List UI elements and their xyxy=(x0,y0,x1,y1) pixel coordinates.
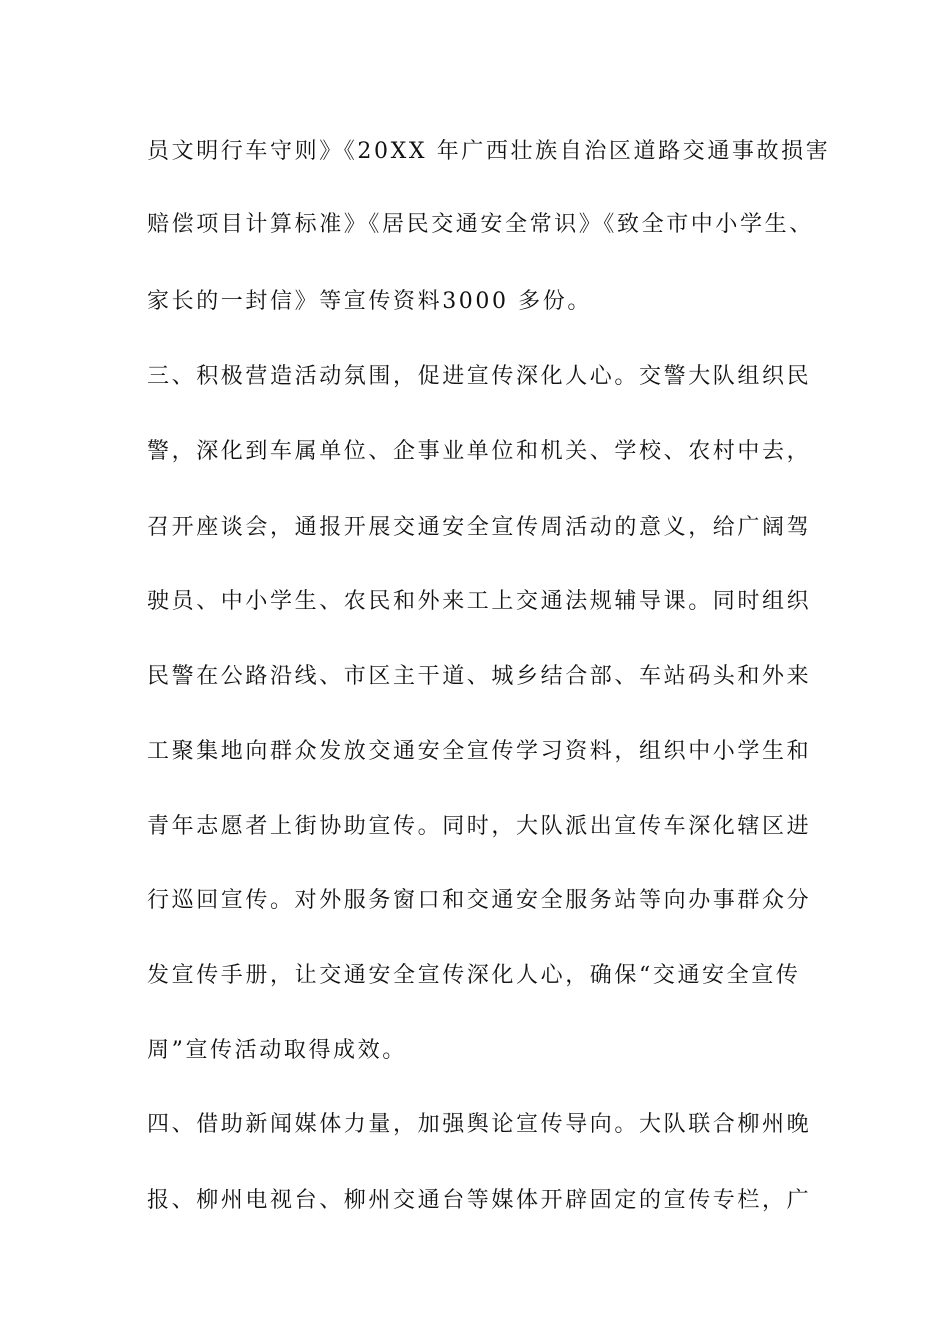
text-line: 行巡回宣传。对外服务窗口和交通安全服务站等向办事群众分 xyxy=(147,888,812,913)
text-line: 民警在公路沿线、市区主干道、城乡结合部、车站码头和外来 xyxy=(147,664,812,689)
text-line: 赔偿项目计算标准》《居民交通安全常识》《致全市中小学生、 xyxy=(147,212,814,237)
text-line: 报、柳州电视台、柳州交通台等媒体开辟固定的宣传专栏，广 xyxy=(147,1188,812,1213)
text-line: 青年志愿者上街协助宣传。同时，大队派出宣传车深化辖区进 xyxy=(147,814,812,839)
text-line: 家长的一封信》等宣传资料3000 多份。 xyxy=(147,289,592,314)
text-line: 周”宣传活动取得成效。 xyxy=(147,1038,407,1063)
text-line: 警，深化到车属单位、企事业单位和机关、学校、农村中去， xyxy=(147,439,812,464)
text-line: 召开座谈会，通报开展交通安全宣传周活动的意义，给广阔驾 xyxy=(147,515,812,540)
text-line: 员文明行车守则》《20XX 年广西壮族自治区道路交通事故损害 xyxy=(147,139,831,164)
text-line: 驶员、中小学生、农民和外来工上交通法规辅导课。同时组织 xyxy=(147,589,812,614)
text-line: 四、借助新闻媒体力量，加强舆论宣传导向。大队联合柳州晚 xyxy=(147,1112,812,1137)
text-line: 发宣传手册，让交通安全宣传深化人心，确保“交通安全宣传 xyxy=(147,963,801,988)
text-line: 工聚集地向群众发放交通安全宣传学习资料，组织中小学生和 xyxy=(147,739,812,764)
text-line: 三、积极营造活动氛围，促进宣传深化人心。交警大队组织民 xyxy=(147,364,812,389)
